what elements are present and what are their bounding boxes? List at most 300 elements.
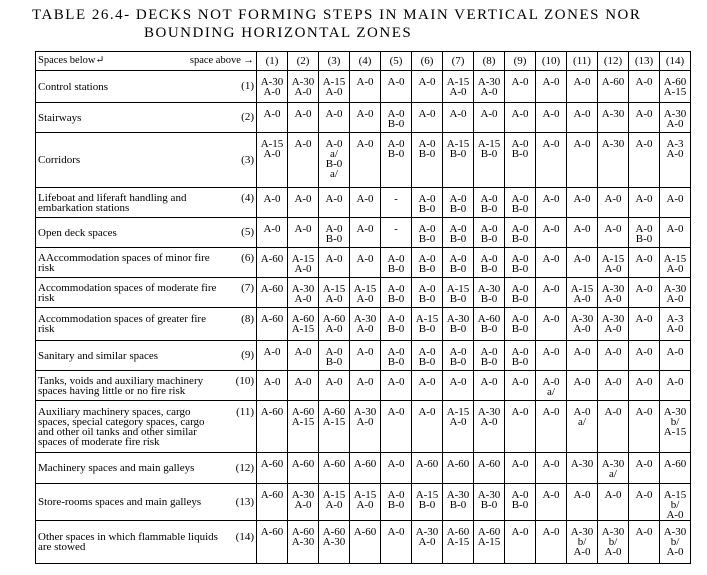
row-label: Open deck spaces (38, 226, 117, 239)
cell-value: A-30 (601, 138, 625, 150)
table-cell (505, 133, 536, 188)
table-cell (412, 521, 443, 564)
row-label: Other spaces in which flammable liquids are stowed (38, 531, 218, 553)
row-label-cell (36, 371, 257, 401)
table-cell (288, 308, 319, 341)
row-label: Accommodation spaces of greater fire risk (38, 313, 206, 335)
table-cell (319, 341, 350, 371)
row-label: Stairways (38, 111, 82, 124)
cell-value: A-0 (511, 406, 529, 418)
cell-value: A-0 (387, 283, 405, 295)
table-cell (257, 218, 288, 248)
table-cell (381, 71, 412, 103)
cell-value: B-0 (511, 293, 529, 305)
cell-value: A-0 (418, 536, 436, 548)
table-cell (629, 341, 660, 371)
cell-value: A-0 (294, 86, 312, 98)
cell-value: A-0 (263, 148, 281, 160)
cell-value: A-15 (601, 253, 625, 265)
cell-value: A-0 (573, 376, 591, 388)
cell-value: B-0 (449, 148, 467, 160)
cell-value: A-0 (604, 406, 622, 418)
cell-value: A-0 (387, 489, 405, 501)
cell-value: A-0 (449, 376, 467, 388)
table-row (36, 133, 691, 188)
cell-value: A-0 (325, 108, 343, 120)
table-cell (288, 248, 319, 278)
header-spaces-below: Spaces below↵ (38, 55, 105, 66)
cell-value: A-0 (666, 546, 684, 558)
table-cell (412, 484, 443, 521)
column-header: (4) (350, 52, 381, 71)
cell-value: B-0 (480, 323, 498, 335)
table-cell (629, 218, 660, 248)
table-cell (412, 371, 443, 401)
cell-value: A-30 (663, 526, 687, 538)
table-cell (288, 453, 319, 484)
cell-value: B-0 (511, 323, 529, 335)
row-number: (1) (241, 80, 254, 93)
cell-value: B-0 (418, 499, 436, 511)
cell-value: A-0 (573, 346, 591, 358)
table-cell (536, 371, 567, 401)
cell-value: A-15 (322, 489, 346, 501)
table-cell (350, 453, 381, 484)
table-cell (629, 103, 660, 133)
table-cell (319, 133, 350, 188)
cell-value: B-0 (387, 356, 405, 368)
row-label-cell (36, 71, 257, 103)
row-label: Store-rooms spaces and main galleys (38, 496, 202, 509)
cell-value: B-0 (480, 499, 498, 511)
cell-value: B-0 (418, 356, 436, 368)
cell-value: A-15 (477, 138, 501, 150)
table-cell (660, 401, 691, 453)
cell-value: A-0 (666, 293, 684, 305)
row-label: AAccommodation spaces of minor fire risk (38, 251, 210, 274)
column-header: (12) (598, 52, 629, 71)
row-number: (11) (236, 405, 254, 418)
table-cell (536, 401, 567, 453)
row-label: Accommodation spaces of moderate fire risk (38, 281, 217, 304)
cell-value: A-15 (353, 283, 377, 295)
cell-value: A-15 (291, 416, 315, 428)
cell-value: A-0 (573, 489, 591, 501)
table-cell (505, 308, 536, 341)
cell-value: A-0 (356, 323, 374, 335)
table-cell (319, 103, 350, 133)
table-cell (474, 521, 505, 564)
cell-value: A-60 (260, 253, 284, 265)
cell-value: a/ (578, 416, 586, 428)
table-row (36, 71, 691, 103)
row-label: Auxiliary machinery spaces, cargo spaces, special category spaces, cargo and other oil tanks and other similar spaces of moderate fire risk (38, 405, 205, 448)
cell-value: A-0 (418, 138, 436, 150)
cell-value: A-30 (322, 536, 346, 548)
table-row (36, 308, 691, 341)
table-cell (443, 521, 474, 564)
table-cell (629, 484, 660, 521)
table-cell (288, 218, 319, 248)
table-row (36, 218, 691, 248)
row-label: Tanks, voids and auxiliary machinery spaces having little or no fire risk (38, 374, 204, 397)
table-cell (536, 453, 567, 484)
cell-value: b/ (577, 536, 587, 548)
cell-value: B-0 (387, 148, 405, 160)
table-cell (381, 484, 412, 521)
table-cell (660, 103, 691, 133)
cell-value: B-0 (418, 148, 436, 160)
row-number: (7) (241, 281, 254, 294)
table-cell (629, 453, 660, 484)
table-cell (660, 308, 691, 341)
table-cell (598, 218, 629, 248)
row-number: (6) (241, 251, 254, 264)
cell-value: A-0 (294, 223, 312, 235)
table-cell (412, 278, 443, 308)
cell-value: A-60 (353, 458, 377, 470)
table-row (36, 453, 691, 484)
cell-value: A-30 (663, 108, 687, 120)
table-cell (443, 371, 474, 401)
table-cell (505, 371, 536, 401)
cell-value: A-0 (387, 346, 405, 358)
table-cell (319, 521, 350, 564)
cell-value: A-3 (666, 138, 684, 150)
table-title (0, 6, 707, 42)
table-cell (288, 133, 319, 188)
cell-value: A-0 (511, 193, 529, 205)
cell-value: A-0 (418, 283, 436, 295)
cell-value: A-0 (666, 263, 684, 275)
table-cell (257, 453, 288, 484)
table-cell (443, 218, 474, 248)
column-header: (13) (629, 52, 660, 71)
table-cell (257, 371, 288, 401)
column-header: (9) (505, 52, 536, 71)
row-number: (3) (241, 153, 254, 166)
cell-value: A-0 (418, 193, 436, 205)
table-cell (567, 218, 598, 248)
cell-value: A-0 (387, 108, 405, 120)
cell-value: A-0 (573, 76, 591, 88)
table-cell (443, 453, 474, 484)
table-cell (567, 278, 598, 308)
table-row (36, 371, 691, 401)
cell-value: a/ (330, 148, 338, 160)
cell-value: A-0 (604, 323, 622, 335)
table-cell (257, 341, 288, 371)
cell-value: a/ (547, 386, 555, 398)
table-cell (257, 401, 288, 453)
table-cell (381, 103, 412, 133)
cell-value: A-30 (570, 526, 594, 538)
table-cell (567, 401, 598, 453)
cell-value: B-0 (511, 233, 529, 245)
table-cell (443, 71, 474, 103)
cell-value: A-15 (446, 283, 470, 295)
cell-value: A-0 (387, 458, 405, 470)
cell-value: A-0 (387, 376, 405, 388)
cell-value: A-0 (325, 293, 343, 305)
table-cell (598, 401, 629, 453)
cell-value: A-0 (635, 253, 653, 265)
table-cell (629, 133, 660, 188)
cell-value: A-15 (322, 416, 346, 428)
cell-value: A-0 (542, 458, 560, 470)
table-cell (474, 188, 505, 218)
cell-value: A-0 (666, 323, 684, 335)
cell-value: A-60 (663, 458, 687, 470)
table-cell (598, 133, 629, 188)
cell-value: A-0 (573, 406, 591, 418)
cell-value: A-60 (477, 526, 501, 538)
cell-value: A-0 (356, 376, 374, 388)
table-cell (505, 71, 536, 103)
row-number: (13) (235, 495, 254, 508)
cell-value: A-0 (263, 223, 281, 235)
cell-value: A-60 (601, 76, 625, 88)
cell-value: A-0 (356, 108, 374, 120)
cell-value: A-0 (356, 138, 374, 150)
table-cell (660, 248, 691, 278)
cell-value: B-0 (387, 323, 405, 335)
table-cell (443, 248, 474, 278)
cell-value: A-0 (263, 346, 281, 358)
cell-value: A-15 (446, 138, 470, 150)
cell-value: A-60 (446, 458, 470, 470)
cell-value: A-0 (542, 313, 560, 325)
table-cell (660, 453, 691, 484)
cell-value: A-0 (573, 323, 591, 335)
table-cell (660, 71, 691, 103)
table-cell (443, 484, 474, 521)
table-cell (412, 71, 443, 103)
cell-value: A-0 (573, 108, 591, 120)
cell-value: A-0 (635, 138, 653, 150)
cell-value: A-0 (387, 76, 405, 88)
cell-value: A-60 (260, 406, 284, 418)
table-cell (660, 521, 691, 564)
cell-value: A-0 (263, 193, 281, 205)
table-cell (660, 341, 691, 371)
table-cell (598, 188, 629, 218)
cell-value: A-0 (356, 416, 374, 428)
table-cell (567, 371, 598, 401)
cell-value: A-15 (663, 426, 687, 438)
cell-value: A-0 (635, 108, 653, 120)
cell-value: A-30 (353, 406, 377, 418)
table-cell (257, 521, 288, 564)
row-label: Control stations (38, 80, 108, 93)
table-cell (381, 371, 412, 401)
row-number: (12) (235, 461, 254, 474)
table-cell (443, 103, 474, 133)
cell-value: A-0 (356, 253, 374, 265)
cell-value: B-0 (387, 263, 405, 275)
cell-value: A-0 (294, 376, 312, 388)
table-cell (412, 133, 443, 188)
cell-value: B-0 (449, 323, 467, 335)
cell-value: a/ (330, 168, 338, 180)
cell-value: A-0 (418, 253, 436, 265)
cell-value: A-0 (511, 526, 529, 538)
table-cell (536, 521, 567, 564)
cell-value: B-0 (325, 233, 343, 245)
cell-value: A-0 (542, 283, 560, 295)
table-cell (660, 188, 691, 218)
cell-value: A-0 (542, 108, 560, 120)
row-label-cell (36, 453, 257, 484)
table-cell (257, 278, 288, 308)
table-cell (350, 103, 381, 133)
row-label: Sanitary and similar spaces (38, 349, 159, 362)
cell-value: A-0 (387, 526, 405, 538)
cell-value: A-0 (449, 223, 467, 235)
table-cell (381, 521, 412, 564)
cell-value: A-15 (663, 253, 687, 265)
table-cell (660, 484, 691, 521)
row-number: (5) (241, 226, 254, 239)
cell-value: B-0 (511, 263, 529, 275)
cell-value: A-0 (635, 458, 653, 470)
table-cell (381, 248, 412, 278)
table-cell (381, 341, 412, 371)
cell-value: A-0 (387, 138, 405, 150)
table-cell (319, 371, 350, 401)
cell-value: A-0 (573, 253, 591, 265)
cell-value: A-0 (356, 346, 374, 358)
cell-value: b/ (670, 499, 680, 511)
table-cell (319, 278, 350, 308)
cell-value: A-0 (449, 253, 467, 265)
cell-value: A-0 (356, 193, 374, 205)
cell-value: A-30 (601, 526, 625, 538)
cell-value: a/ (609, 468, 617, 480)
row-label-cell (36, 218, 257, 248)
cell-value: A-0 (480, 86, 498, 98)
table-cell (598, 341, 629, 371)
table-cell (288, 71, 319, 103)
table-cell (505, 218, 536, 248)
table-cell (474, 278, 505, 308)
cell-value: A-30 (291, 283, 315, 295)
cell-value: A-0 (511, 253, 529, 265)
cell-value: A-0 (511, 223, 529, 235)
cell-value: B-0 (480, 356, 498, 368)
cell-value: A-60 (477, 458, 501, 470)
cell-value: B-0 (325, 158, 343, 170)
table-cell (505, 188, 536, 218)
table-cell (629, 371, 660, 401)
table-row (36, 341, 691, 371)
cell-value: A-15 (353, 489, 377, 501)
row-label-cell (36, 521, 257, 564)
cell-value: A-30 (601, 108, 625, 120)
cell-value: A-0 (542, 76, 560, 88)
table-cell (474, 341, 505, 371)
table-cell (598, 453, 629, 484)
cell-value: b/ (608, 536, 618, 548)
cell-value: A-0 (449, 346, 467, 358)
table-cell (288, 103, 319, 133)
cell-value: A-0 (325, 499, 343, 511)
cell-value: B-0 (387, 293, 405, 305)
cell-value: A-60 (291, 458, 315, 470)
table-cell (660, 278, 691, 308)
cell-value: A-0 (635, 406, 653, 418)
table-cell (350, 341, 381, 371)
cell-value: A-60 (322, 313, 346, 325)
table-cell (598, 371, 629, 401)
table-cell (474, 453, 505, 484)
table-title-line-2: BOUNDING HORIZONTAL ZONES (144, 25, 413, 41)
table-cell (288, 484, 319, 521)
column-header: (5) (381, 52, 412, 71)
cell-value: B-0 (511, 148, 529, 160)
cell-value: A-0 (604, 293, 622, 305)
cell-value: A-0 (480, 346, 498, 358)
cell-value: A-0 (449, 416, 467, 428)
row-label: Machinery spaces and main galleys (38, 462, 195, 475)
table-body (36, 71, 691, 564)
cell-value: A-30 (601, 458, 625, 470)
cell-value: B-0 (449, 233, 467, 245)
table-cell (598, 521, 629, 564)
cell-value: A-0 (480, 376, 498, 388)
cell-value: A-15 (570, 283, 594, 295)
table-cell (412, 453, 443, 484)
table-cell (474, 248, 505, 278)
cell-value: A-0 (635, 223, 653, 235)
cell-value: B-0 (449, 293, 467, 305)
cell-value: A-0 (666, 148, 684, 160)
table-cell (629, 308, 660, 341)
table-cell (598, 308, 629, 341)
cell-value: A-15 (446, 76, 470, 88)
cell-value: A-0 (387, 406, 405, 418)
column-header: (7) (443, 52, 474, 71)
cell-value: B-0 (449, 499, 467, 511)
cell-value: A-0 (511, 376, 529, 388)
cell-value: A-0 (418, 346, 436, 358)
cell-value: A-0 (635, 283, 653, 295)
cell-value: A-30 (477, 76, 501, 88)
table-cell (660, 133, 691, 188)
cell-value: B-0 (480, 203, 498, 215)
row-number: (4) (241, 191, 254, 204)
table-cell (536, 103, 567, 133)
table-row (36, 484, 691, 521)
cell-value: A-0 (418, 108, 436, 120)
table-cell (319, 248, 350, 278)
cell-value: b/ (670, 536, 680, 548)
table-cell (474, 133, 505, 188)
cell-value: A-0 (480, 253, 498, 265)
cell-value: A-0 (604, 223, 622, 235)
table-title-line-1: TABLE 26.4- DECKS NOT FORMING STEPS IN MAIN VERTICAL ZONES NOR (32, 7, 642, 23)
cell-value: A-0 (604, 346, 622, 358)
table-cell (567, 341, 598, 371)
column-header: (6) (412, 52, 443, 71)
cell-value: A-60 (291, 526, 315, 538)
cell-value: A-30 (446, 489, 470, 501)
cell-value: A-0 (635, 346, 653, 358)
header-corner-cell (36, 52, 257, 71)
cell-value: A-0 (542, 193, 560, 205)
cell-value: A-0 (542, 376, 560, 388)
cell-value: A-0 (325, 223, 343, 235)
